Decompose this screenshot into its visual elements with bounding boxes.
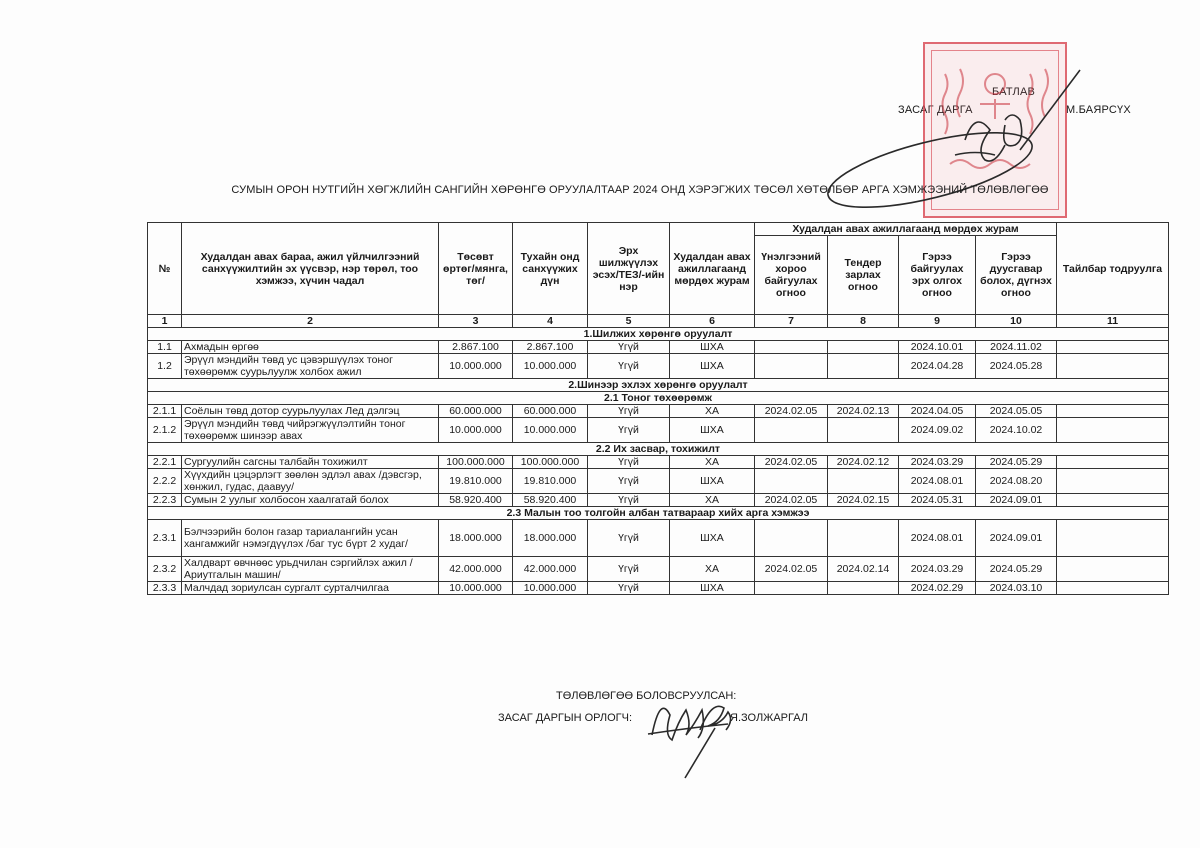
row-name: Сумын 2 уулыг холбосон хаалгатай болох [182, 494, 439, 507]
row-name: Эрүүл мэндийн төвд ус цэвэршүүлэх тоног төхөөрөмж суурьлуулж холбох ажил [182, 354, 439, 379]
row-rights: Үгүй [588, 418, 670, 443]
approval-word: БАТЛАВ [992, 86, 1036, 98]
row-funding: 100.000.000 [513, 456, 588, 469]
row-contract: 2024.04.05 [899, 405, 976, 418]
row-tender: 2024.02.15 [828, 494, 899, 507]
row-tender [828, 582, 899, 595]
table-row [148, 557, 1169, 582]
row-estimate: 2.867.100 [439, 341, 513, 354]
section-heading: 2.Шинээр эхлэх хөрөнгө оруулалт [148, 379, 1169, 392]
col-number: 11 [1057, 315, 1169, 328]
investment-plan-table [147, 222, 1169, 595]
col-number: 5 [588, 315, 670, 328]
table-row [148, 341, 1169, 354]
row-contract: 2024.10.01 [899, 341, 976, 354]
row-end: 2024.10.02 [976, 418, 1057, 443]
row-rule: ХА [670, 557, 755, 582]
subsection-heading: 2.1 Тоног төхөөрөмж [148, 392, 1169, 405]
row-name: Халдварт өвчнөөс урьдчилан сэргийлэх ажил /Ариутгалын машин/ [182, 557, 439, 582]
row-tender [828, 469, 899, 494]
row-end: 2024.09.01 [976, 520, 1057, 557]
row-contract: 2024.03.29 [899, 557, 976, 582]
row-rights: Үгүй [588, 405, 670, 418]
row-note [1057, 418, 1169, 443]
row-rights: Үгүй [588, 557, 670, 582]
header-item: Худалдан авах бараа, ажил үйлчилгээний санхүүжилтийн эх үүсвэр, нэр төрөл, тоо хэмжээ, хүчин чадал [182, 223, 439, 315]
document-title: СУМЫН ОРОН НУТГИЙН ХӨГЖЛИЙН САНГИЙН ХӨРӨНГӨ ОРУУЛАЛТААР 2024 ОНД ХЭРЭГЖИХ ТӨСӨЛ ХӨТӨЛБӨР АРГА ХЭМЖЭЭНИЙ ТӨЛӨВЛӨГӨӨ [231, 184, 1049, 196]
row-committee: 2024.02.05 [755, 405, 828, 418]
prepared-label: ТӨЛӨВЛӨГӨӨ БОЛОВСРУУЛСАН: [556, 690, 737, 702]
row-funding: 10.000.000 [513, 354, 588, 379]
header-group: Худалдан авах ажиллагаанд мөрдөх журам [755, 223, 1057, 236]
row-no: 2.3.3 [148, 582, 182, 595]
col-number: 4 [513, 315, 588, 328]
row-rule: ШХА [670, 469, 755, 494]
row-name: Бэлчээрийн болон газар тариалангийн усан хангамжийг нэмэгдүүлэх /баг тус бүрт 2 худаг/ [182, 520, 439, 557]
row-note [1057, 520, 1169, 557]
row-contract: 2024.09.02 [899, 418, 976, 443]
col-number: 10 [976, 315, 1057, 328]
row-end: 2024.05.29 [976, 557, 1057, 582]
row-rights: Үгүй [588, 456, 670, 469]
row-no: 1.2 [148, 354, 182, 379]
row-no: 2.3.1 [148, 520, 182, 557]
row-committee [755, 354, 828, 379]
row-rule: ШХА [670, 520, 755, 557]
preparer-role: ЗАСАГ ДАРГЫН ОРЛОГЧ: [498, 712, 633, 724]
row-rights: Үгүй [588, 354, 670, 379]
row-name: Сургуулийн сагсны талбайн тохижилт [182, 456, 439, 469]
header-note: Тайлбар тодруулга [1057, 223, 1169, 315]
row-contract: 2024.03.29 [899, 456, 976, 469]
preparer-name: Я.ЗОЛЖАРГАЛ [730, 712, 809, 724]
approver-role: ЗАСАГ ДАРГА [898, 104, 973, 116]
row-funding: 10.000.000 [513, 582, 588, 595]
row-rights: Үгүй [588, 469, 670, 494]
row-no: 2.2.2 [148, 469, 182, 494]
col-number: 9 [899, 315, 976, 328]
row-note [1057, 405, 1169, 418]
row-note [1057, 494, 1169, 507]
col-number: 8 [828, 315, 899, 328]
row-committee: 2024.02.05 [755, 456, 828, 469]
row-note [1057, 354, 1169, 379]
header-year-funding: Тухайн онд санхүүжих дүн [513, 223, 588, 315]
row-tender [828, 341, 899, 354]
row-end: 2024.05.05 [976, 405, 1057, 418]
row-rights: Үгүй [588, 341, 670, 354]
row-funding: 10.000.000 [513, 418, 588, 443]
row-tender [828, 520, 899, 557]
row-committee: 2024.02.05 [755, 494, 828, 507]
header-procurement-rule: Худалдан авах ажиллагаанд мөрдөх журам [670, 223, 755, 315]
row-no: 2.1.1 [148, 405, 182, 418]
row-end: 2024.05.29 [976, 456, 1057, 469]
preparer-signature [640, 690, 750, 785]
row-no: 1.1 [148, 341, 182, 354]
row-estimate: 100.000.000 [439, 456, 513, 469]
row-estimate: 60.000.000 [439, 405, 513, 418]
row-funding: 60.000.000 [513, 405, 588, 418]
row-estimate: 19.810.000 [439, 469, 513, 494]
row-note [1057, 456, 1169, 469]
subsection-heading: 2.3 Малын тоо толгойн албан татвараар хийх арга хэмжээ [148, 507, 1169, 520]
table-row [148, 582, 1169, 595]
table-row [148, 405, 1169, 418]
row-rule: ШХА [670, 354, 755, 379]
row-note [1057, 341, 1169, 354]
row-estimate: 18.000.000 [439, 520, 513, 557]
row-estimate: 10.000.000 [439, 582, 513, 595]
row-contract: 2024.04.28 [899, 354, 976, 379]
row-tender [828, 354, 899, 379]
row-no: 2.2.3 [148, 494, 182, 507]
header-committee: Үнэлгээний хороо байгуулах огноо [755, 236, 828, 315]
row-estimate: 58.920.400 [439, 494, 513, 507]
table-row [148, 494, 1169, 507]
header-estimate: Төсөвт өртөг/мянга, төг/ [439, 223, 513, 315]
header-tender: Тендер зарлах огноо [828, 236, 899, 315]
header-contract: Гэрээ байгуулах эрх олгох огноо [899, 236, 976, 315]
row-name: Ахмадын өргөө [182, 341, 439, 354]
row-rule: ХА [670, 405, 755, 418]
col-number: 1 [148, 315, 182, 328]
subsection-heading: 2.2 Их засвар, тохижилт [148, 443, 1169, 456]
row-committee: 2024.02.05 [755, 557, 828, 582]
row-no: 2.3.2 [148, 557, 182, 582]
table-row [148, 418, 1169, 443]
row-rule: ХА [670, 456, 755, 469]
row-contract: 2024.08.01 [899, 520, 976, 557]
row-end: 2024.05.28 [976, 354, 1057, 379]
row-rights: Үгүй [588, 494, 670, 507]
col-number: 2 [182, 315, 439, 328]
row-contract: 2024.08.01 [899, 469, 976, 494]
header-no: № [148, 223, 182, 315]
row-rule: ШХА [670, 341, 755, 354]
section-heading: 1.Шилжих хөрөнгө оруулалт [148, 328, 1169, 341]
col-number: 3 [439, 315, 513, 328]
row-contract: 2024.05.31 [899, 494, 976, 507]
row-funding: 58.920.400 [513, 494, 588, 507]
row-rule: ШХА [670, 582, 755, 595]
table-row [148, 354, 1169, 379]
table-row [148, 456, 1169, 469]
header-end: Гэрээ дуусгавар болох, дүгнэх огноо [976, 236, 1057, 315]
row-end: 2024.03.10 [976, 582, 1057, 595]
row-rights: Үгүй [588, 582, 670, 595]
row-committee [755, 341, 828, 354]
row-committee [755, 582, 828, 595]
row-committee [755, 469, 828, 494]
row-name: Хүүхдийн цэцэрлэгт зөөлөн эдлэл авах /дэвсгэр, хөнжил, гудас, даавуу/ [182, 469, 439, 494]
row-estimate: 10.000.000 [439, 354, 513, 379]
row-name: Соёлын төвд дотор суурьлуулах Лед дэлгэц [182, 405, 439, 418]
col-number: 6 [670, 315, 755, 328]
row-contract: 2024.02.29 [899, 582, 976, 595]
row-name: Малчдад зориулсан сургалт сурталчилгаа [182, 582, 439, 595]
approver-name: М.БАЯРСҮХ [1066, 104, 1131, 116]
row-committee [755, 418, 828, 443]
row-tender: 2024.02.14 [828, 557, 899, 582]
column-number-row [148, 315, 1169, 328]
row-note [1057, 557, 1169, 582]
row-funding: 19.810.000 [513, 469, 588, 494]
row-tender: 2024.02.12 [828, 456, 899, 469]
row-funding: 42.000.000 [513, 557, 588, 582]
table-row [148, 469, 1169, 494]
row-rights: Үгүй [588, 520, 670, 557]
row-rule: ХА [670, 494, 755, 507]
row-end: 2024.09.01 [976, 494, 1057, 507]
row-note [1057, 469, 1169, 494]
row-estimate: 42.000.000 [439, 557, 513, 582]
row-name: Эрүүл мэндийн төвд чийрэгжүүлэлтийн тоног төхөөрөмж шинээр авах [182, 418, 439, 443]
row-tender [828, 418, 899, 443]
row-funding: 2.867.100 [513, 341, 588, 354]
row-committee [755, 520, 828, 557]
row-no: 2.2.1 [148, 456, 182, 469]
row-tender: 2024.02.13 [828, 405, 899, 418]
row-estimate: 10.000.000 [439, 418, 513, 443]
row-no: 2.1.2 [148, 418, 182, 443]
row-rule: ШХА [670, 418, 755, 443]
col-number: 7 [755, 315, 828, 328]
row-note [1057, 582, 1169, 595]
header-rights: Эрх шилжүүлэх эсэх/ТЕЗ/-ийн нэр [588, 223, 670, 315]
row-funding: 18.000.000 [513, 520, 588, 557]
row-end: 2024.08.20 [976, 469, 1057, 494]
table-row [148, 520, 1169, 557]
row-end: 2024.11.02 [976, 341, 1057, 354]
